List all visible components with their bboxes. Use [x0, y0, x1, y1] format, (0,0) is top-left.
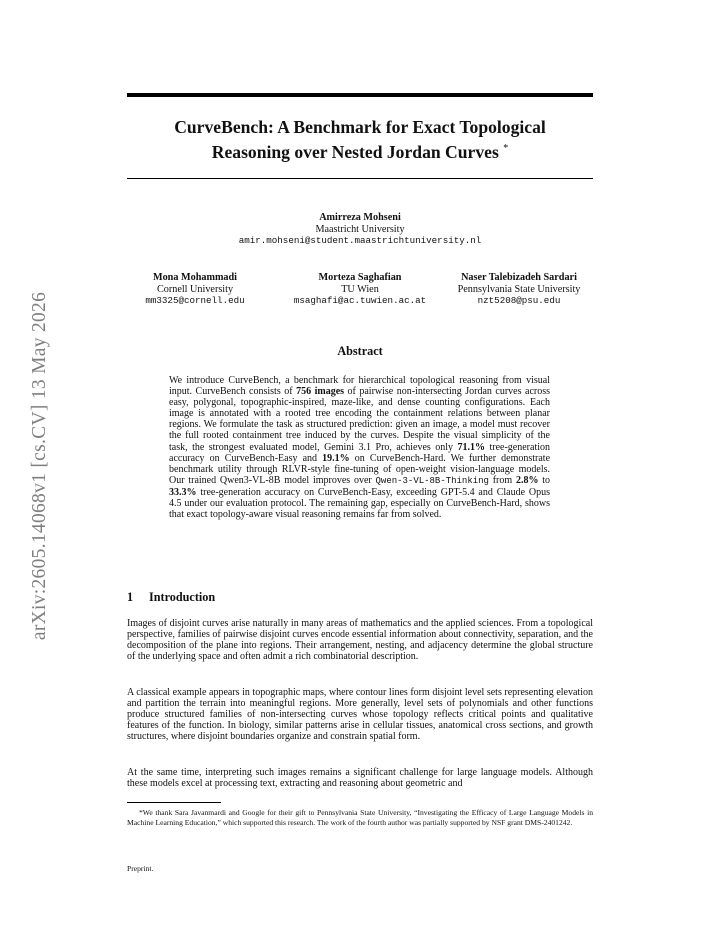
title-line-2: Reasoning over Nested Jordan Curves [211, 141, 499, 162]
abstract-text: to [538, 474, 550, 486]
footnote-rule [127, 802, 221, 803]
author-email: nzt5208@psu.edu [477, 295, 561, 306]
abstract-text: of pairwise non-intersecting Jordan curves across easy, polygonal, topographic-inspired, maze-like, and dense counting configurations. Each image is annotated with a rooted tree encoding the containment relations between planar regions. We formulate the task as structured prediction: given an image, a model must recover the full rooted containment tree induced by the curves. Despite the visual simplicity of the task, the strongest evaluated model, Gemini 3.1 Pro, achieves only [169, 386, 551, 453]
body-paragraph: Images of disjoint curves arise naturally in many areas of mathematics and the applied sciences. From a topological perspective, families of pairwise disjoint curves encode essential information about connectivity, separation, and the decomposition of the plane into regions. Their arrangement, nesting, and adjacency determine the global structure of the underlying space and often admit a rich combinatorial description. [127, 618, 593, 663]
author-name: Naser Talebizadeh Sardari [461, 272, 577, 283]
preprint-label: Preprint. [127, 864, 154, 873]
author-email: mm3325@cornell.edu [145, 295, 245, 306]
author-block [120, 272, 270, 307]
abstract-text: We introduce CurveBench, a benchmark for hierarchical topological reasoning from visual input. CurveBench consists of [169, 375, 550, 398]
abstract-bold: 2.8% [515, 474, 539, 486]
section-number: 1 [127, 590, 134, 604]
body-paragraph: A classical example appears in topographic maps, where contour lines form disjoint level sets representing elevation and partition the terrain into meaningful regions. More generally, level sets of polynomials and other functions produce structured families of non-intersecting curves whose topology reflects critical points and qualitative features of the function. In biology, similar patterns arise in cellular tissues, anatomical cross sections, and growth structures, where disjoint boundaries organize and constrain spatial form. [127, 687, 593, 743]
footnote-text: *We thank Sara Javanmardi and Google for their gift to Pennsylvania State University, “Investigating the Efficacy of Large Language Models in Machine Learning Education,” which supported this research. The work of the fourth author was partially supported by NSF grant DMS-2401242. [127, 808, 593, 827]
author-block [160, 212, 560, 247]
section-title: Introduction [149, 590, 216, 604]
title-footnote-mark: * [503, 143, 509, 154]
section-heading [127, 590, 215, 605]
title-line-1: CurveBench: A Benchmark for Exact Topological [174, 117, 546, 137]
author-block [268, 272, 452, 307]
author-name: Amirreza Mohseni [319, 212, 401, 223]
title-top-rule [127, 93, 593, 97]
abstract-text: tree-generation accuracy on CurveBench-Easy and [169, 441, 551, 464]
author-block [428, 272, 610, 307]
abstract-bold: 71.1% [457, 441, 486, 453]
title-bottom-rule [127, 178, 593, 179]
abstract-text: from [488, 474, 516, 486]
footnote [127, 808, 593, 827]
abstract-code: Qwen-3-VL-8B-Thinking [375, 475, 489, 486]
abstract-heading: Abstract [337, 344, 383, 358]
author-email: amir.mohseni@student.maastrichtuniversity.nl [238, 235, 482, 246]
author-name: Mona Mohammadi [152, 272, 238, 283]
author-affiliation: Maastricht University [315, 223, 405, 235]
abstract-bold: 19.1% [322, 452, 350, 464]
author-affiliation: TU Wien [341, 283, 379, 295]
body-paragraph: At the same time, interpreting such images remains a significant challenge for large language models. Although these models excel at processing text, extracting and reasoning about geometric and [127, 767, 593, 790]
author-email: msaghafi@ac.tuwien.ac.at [293, 295, 427, 306]
abstract-bold: 756 images [296, 386, 345, 398]
abstract-text: on CurveBench-Hard. We further demonstrate benchmark utility through RLVR-style fine-tuning of open-weight vision-language models. Our trained Qwen3-VL-8B model improves over [169, 452, 551, 486]
paper-title [127, 116, 593, 163]
abstract-text: tree-generation accuracy on CurveBench-Easy, exceeding GPT-5.4 and Claude Opus 4.5 under our evaluation protocol. The remaining gap, especially on CurveBench-Hard, shows that exact topology-aware visual reasoning remains far from solved. [169, 486, 550, 521]
arxiv-identifier: arXiv:2605.14068v1 [cs.CV] 13 May 2026 [29, 291, 50, 641]
author-affiliation: Pennsylvania State University [457, 283, 581, 295]
abstract-body [169, 375, 550, 520]
abstract-bold: 33.3% [169, 486, 197, 498]
author-affiliation: Cornell University [156, 283, 234, 295]
author-name: Morteza Saghafian [318, 272, 402, 283]
